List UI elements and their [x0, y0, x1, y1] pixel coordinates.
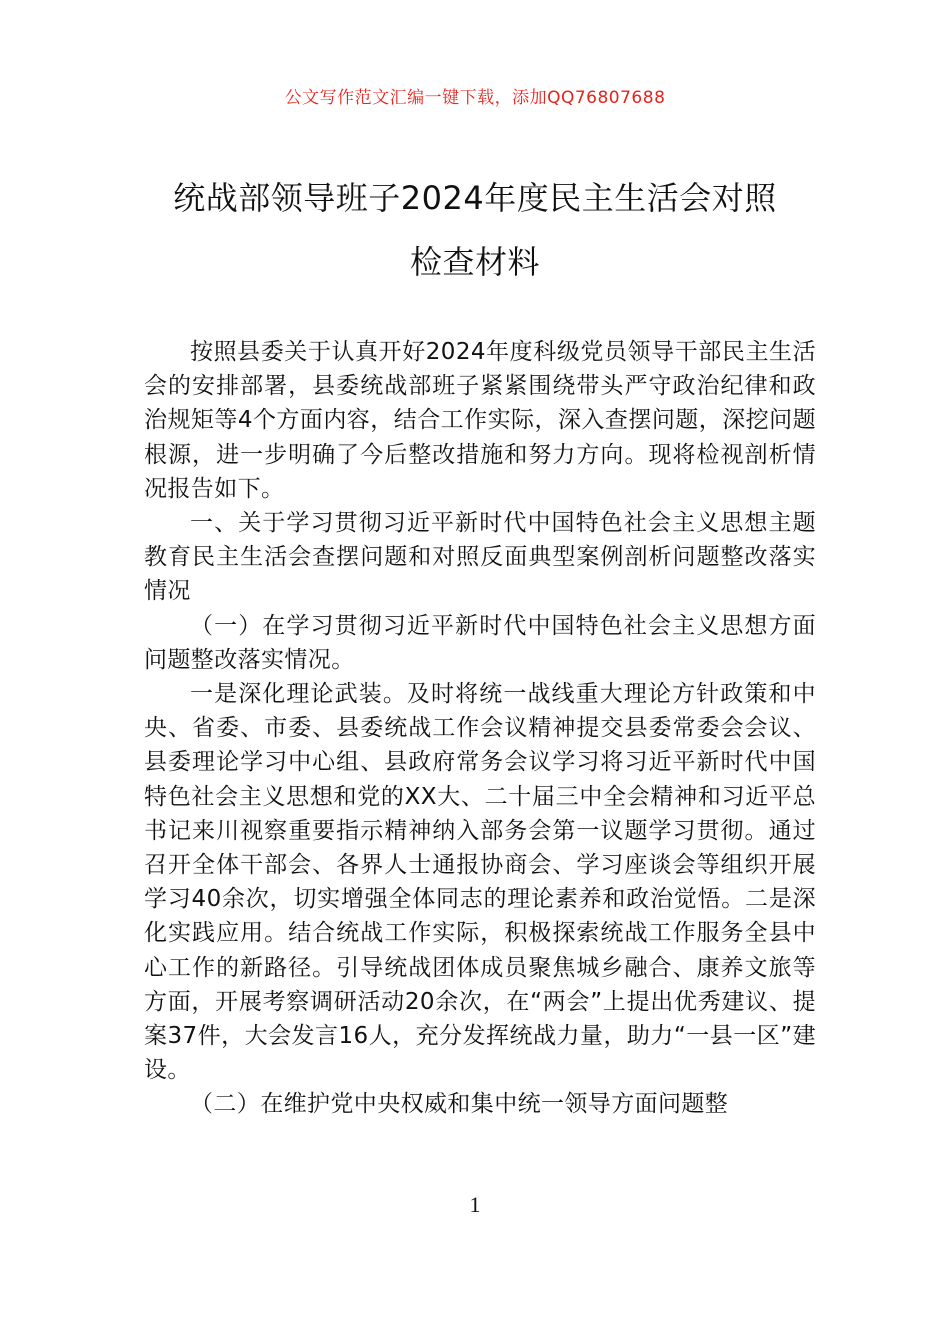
- page-number: 1: [469, 1192, 481, 1217]
- subsection-heading-2: （二）在维护党中央权威和集中统一领导方面问题整: [190, 1091, 729, 1118]
- paragraph-intro: 按照县委关于认真开好2024年度科级党员领导干部民主生活会的安排部署，县委统战部班子紧紧围绕带头严守政治纪律和政治规矩等4个方面内容，结合工作实际，深入查摆问题，深挖问题根源，进一步明确了今后整改措施和努力方向。现将检视剖析情况报告如下。: [144, 339, 816, 502]
- document-title-line-1: 统战部领导班子2024年度民主生活会对照: [173, 179, 777, 217]
- document-title: [120, 166, 830, 294]
- paragraph-theory: 一是深化理论武装。及时将统一战线重大理论方针政策和中央、省委、市委、县委统战工作会议精神提交县委常委会会议、县委理论学习中心组、县政府常务会议学习将习近平新时代中国特色社会主义思想和党的XX大、二十届三中全会精神和习近平总书记来川视察重要指示精神纳入部务会第一议题学习贯彻。通过召开全体干部会、各界人士通报协商会、学习座谈会等组织开展学习40余次，切实增强全体同志的理论素养和政治觉悟。二是深化实践应用。结合统战工作实际，积极探索统战工作服务全县中心工作的新路径。引导统战团体成员聚焦城乡融合、康养文旅等方面，开展考察调研活动20余次，在“两会”上提出优秀建议、提案37件，大会发言16人，充分发挥统战力量，助力“一县一区”建设。: [144, 681, 816, 1084]
- download-notice: 公文写作范文汇编一键下载，添加QQ76807688: [284, 88, 666, 108]
- subsection-heading-1: （一）在学习贯彻习近平新时代中国特色社会主义思想方面问题整改落实情况。: [144, 612, 816, 673]
- document-title-line-2: 检查材料: [409, 243, 540, 281]
- document-body: [144, 335, 816, 1122]
- section-heading-1: 一、关于学习贯彻习近平新时代中国特色社会主义思想主题教育民主生活会查摆问题和对照反面典型案例剖析问题整改落实情况: [144, 510, 816, 605]
